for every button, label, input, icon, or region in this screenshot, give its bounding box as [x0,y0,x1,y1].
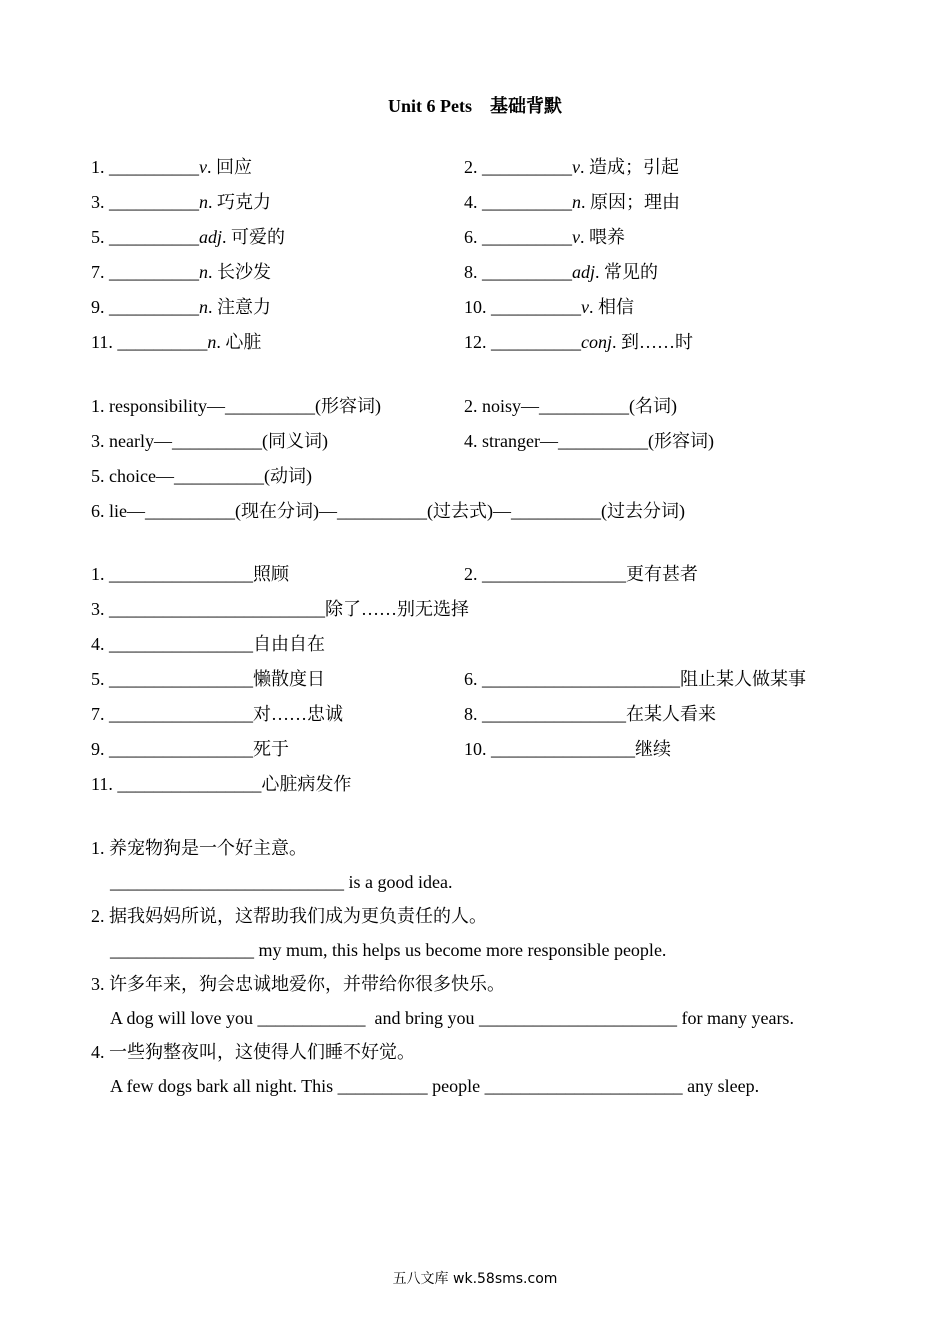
word-form-item: 5. choice—__________(动词) [91,466,312,486]
word-form-item: 2. noisy—__________(名词) [464,396,677,416]
vocab-item-7: 7. __________n. 长沙发 [91,262,271,282]
sentence-prompt: 1. 养宠物狗是一个好主意。 [91,838,307,858]
vocab-item-3: 3. __________n. 巧克力 [91,192,271,212]
phrase-item: 5. ________________懒散度日 [91,669,325,689]
sentence-answer-line: ________________ my mum, this helps us become more responsible people. [110,940,667,960]
vocab-item-8: 8. __________adj. 常见的 [464,262,659,282]
phrase-item: 10. ________________继续 [464,739,671,759]
word-form-item: 3. nearly—__________(同义词) [91,431,328,451]
vocab-item-9: 9. __________n. 注意力 [91,297,271,317]
word-form-item: 4. stranger—__________(形容词) [464,431,714,451]
phrase-item: 7. ________________对……忠诚 [91,704,343,724]
phrase-item: 1. ________________照顾 [91,564,289,584]
page-title: Unit 6 Pets 基础背默 [388,96,562,116]
vocab-item-12: 12. __________conj. 到……时 [464,332,693,352]
sentence-prompt: 2. 据我妈妈所说，这帮助我们成为更负责任的人。 [91,906,487,926]
sentence-prompt: 3. 许多年来，狗会忠诚地爱你，并带给你很多快乐。 [91,974,505,994]
footer-watermark: 五八文库 wk.58sms.com [392,1271,558,1287]
vocab-item-1: 1. __________v. 回应 [91,157,252,177]
vocab-item-5: 5. __________adj. 可爱的 [91,227,286,247]
word-form-item: 1. responsibility—__________(形容词) [91,396,381,416]
sentence-prompt: 4. 一些狗整夜叫，这使得人们睡不好觉。 [91,1042,415,1062]
phrase-item: 9. ________________死于 [91,739,289,759]
vocab-item-2: 2. __________v. 造成；引起 [464,157,679,177]
sentence-answer-line: A few dogs bark all night. This __________ people ______________________ any sleep. [110,1076,760,1096]
vocab-item-6: 6. __________v. 喂养 [464,227,625,247]
vocab-item-4: 4. __________n. 原因；理由 [464,192,680,212]
vocab-item-11: 11. __________n. 心脏 [91,332,262,352]
phrase-item: 11. ________________心脏病发作 [91,774,352,794]
phrase-item: 8. ________________在某人看来 [464,704,716,724]
word-form-item: 6. lie—__________(现在分词)—__________(过去式)—__________(过去分词) [91,501,685,521]
sentence-answer-line: A dog will love you ____________ and bring you ______________________ for many years. [110,1008,794,1028]
phrase-item: 4. ________________自由自在 [91,634,325,654]
vocab-item-10: 10. __________v. 相信 [464,297,634,317]
phrase-item: 2. ________________更有甚者 [464,564,698,584]
sentence-answer-line: __________________________ is a good idea. [110,872,453,892]
phrase-item: 3. ________________________除了……别无选择 [91,599,469,619]
phrase-item: 6. ______________________阻止某人做某事 [464,669,806,689]
